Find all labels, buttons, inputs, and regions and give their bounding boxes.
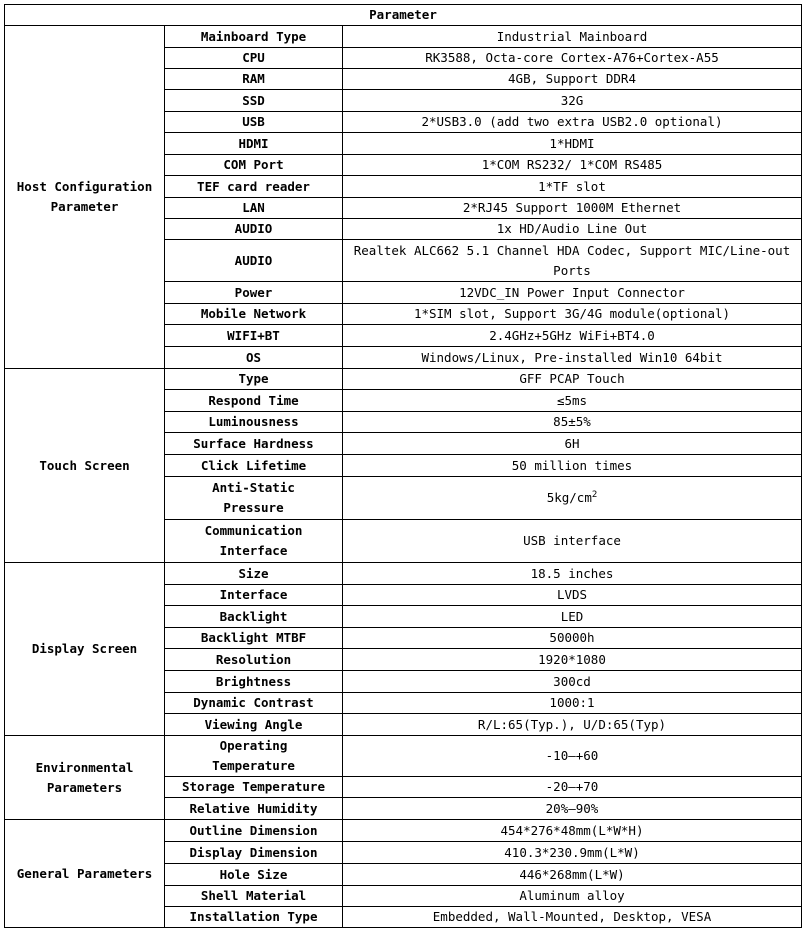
param-value bbox=[343, 520, 802, 563]
section-host-configuration-parameter: Host Configuration Parameter bbox=[5, 26, 165, 369]
param-value bbox=[343, 628, 802, 649]
param-value-text: Windows/Linux, Pre-installed Win10 64bit bbox=[421, 349, 723, 365]
param-label: Operating Temperature bbox=[165, 736, 343, 777]
param-value-text: R/L:65(Typ.), U/D:65(Typ) bbox=[477, 716, 667, 732]
param-value bbox=[343, 69, 802, 90]
param-value-text: Aluminum alloy bbox=[519, 888, 625, 903]
param-value bbox=[343, 282, 802, 304]
param-value-text: 1*SIM slot, Support 3G/4G module(optional) bbox=[413, 306, 731, 321]
param-value bbox=[343, 477, 802, 520]
param-value-text: 1*COM RS232/ 1*COM RS485 bbox=[481, 157, 663, 172]
param-value bbox=[343, 649, 802, 671]
param-value bbox=[343, 412, 802, 433]
param-value-text: 5kg/cm bbox=[546, 490, 592, 505]
param-value-text: Embedded, Wall-Mounted, Desktop, VESA bbox=[432, 909, 712, 924]
param-value-text: GFF PCAP Touch bbox=[519, 371, 625, 386]
param-value bbox=[343, 693, 802, 714]
param-label: Mainboard Type bbox=[165, 26, 343, 48]
table-row bbox=[5, 369, 802, 390]
param-value bbox=[343, 347, 802, 369]
param-label: Display Dimension bbox=[165, 842, 343, 864]
param-label: Anti-Static Pressure bbox=[165, 477, 343, 520]
param-label: Shell Material bbox=[165, 886, 343, 907]
param-label: Backlight bbox=[165, 606, 343, 628]
table-header-row bbox=[5, 5, 802, 26]
param-value-text: 50000h bbox=[549, 630, 595, 645]
param-label: Installation Type bbox=[165, 907, 343, 928]
param-value bbox=[343, 585, 802, 606]
param-value-text: 32G bbox=[560, 92, 584, 108]
param-value-text: 300cd bbox=[553, 673, 591, 689]
param-label: Outline Dimension bbox=[165, 820, 343, 842]
param-label: Brightness bbox=[165, 671, 343, 693]
param-value bbox=[343, 777, 802, 798]
param-label: WIFI+BT bbox=[165, 325, 343, 347]
param-label: Luminousness bbox=[165, 412, 343, 433]
param-value bbox=[343, 219, 802, 240]
param-value bbox=[343, 390, 802, 412]
param-value bbox=[343, 907, 802, 928]
param-value-text: ≤5ms bbox=[556, 392, 588, 408]
param-label: SSD bbox=[165, 90, 343, 112]
param-label: Communication Interface bbox=[165, 520, 343, 563]
param-value bbox=[343, 433, 802, 455]
param-label: Hole Size bbox=[165, 864, 343, 886]
table-row bbox=[5, 736, 802, 777]
param-label: OS bbox=[165, 347, 343, 369]
param-value bbox=[343, 671, 802, 693]
param-value-text: 1920*1080 bbox=[538, 651, 606, 667]
param-label: Surface Hardness bbox=[165, 433, 343, 455]
param-label: Respond Time bbox=[165, 390, 343, 412]
param-value bbox=[343, 886, 802, 907]
param-value-text: 446*268mm(L*W) bbox=[519, 866, 625, 882]
param-value bbox=[343, 90, 802, 112]
param-value-text: 2*USB3.0 (add two extra USB2.0 optional) bbox=[421, 114, 723, 129]
param-value bbox=[343, 304, 802, 325]
param-label: Storage Temperature bbox=[165, 777, 343, 798]
param-value-text: 2*RJ45 Support 1000M Ethernet bbox=[462, 200, 682, 215]
param-value bbox=[343, 240, 802, 282]
param-value-text: LED bbox=[560, 608, 584, 624]
param-value-text: 85±5% bbox=[553, 414, 591, 429]
param-label: RAM bbox=[165, 69, 343, 90]
param-label: Resolution bbox=[165, 649, 343, 671]
param-label: AUDIO bbox=[165, 219, 343, 240]
param-label: Backlight MTBF bbox=[165, 628, 343, 649]
table-row bbox=[5, 563, 802, 585]
param-value bbox=[343, 455, 802, 477]
param-value-text: 454*276*48mm(L*W*H) bbox=[500, 822, 644, 838]
param-label: TEF card reader bbox=[165, 176, 343, 198]
param-label: HDMI bbox=[165, 133, 343, 155]
param-value bbox=[343, 369, 802, 390]
param-value bbox=[343, 325, 802, 347]
superscript: 2 bbox=[591, 489, 598, 500]
param-value bbox=[343, 176, 802, 198]
param-label: USB bbox=[165, 112, 343, 133]
param-label: Power bbox=[165, 282, 343, 304]
param-value-text: 12VDC_IN Power Input Connector bbox=[459, 284, 685, 300]
section-environmental-parameters: Environmental Parameters bbox=[5, 736, 165, 820]
param-value-text: Realtek ALC662 5.1 Channel HDA Codec, Support MIC/Line-out Ports bbox=[353, 242, 791, 278]
param-label: Click Lifetime bbox=[165, 455, 343, 477]
param-value bbox=[343, 155, 802, 176]
param-value-text: -20—+70 bbox=[545, 779, 599, 794]
param-value-text: 20%—90% bbox=[545, 800, 599, 816]
parameter-table bbox=[4, 4, 802, 928]
param-value bbox=[343, 606, 802, 628]
param-value bbox=[343, 198, 802, 219]
param-label: AUDIO bbox=[165, 240, 343, 282]
param-value-text: 410.3*230.9mm(L*W) bbox=[504, 844, 640, 860]
param-label: CPU bbox=[165, 48, 343, 69]
param-value-text: 4GB, Support DDR4 bbox=[508, 71, 636, 86]
param-label: COM Port bbox=[165, 155, 343, 176]
param-value-text: 18.5 inches bbox=[530, 565, 614, 581]
param-value bbox=[343, 112, 802, 133]
param-value-text: USB interface bbox=[523, 533, 621, 548]
param-value bbox=[343, 48, 802, 69]
param-label: Size bbox=[165, 563, 343, 585]
param-value-text: RK3588, Octa-core Cortex-A76+Cortex-A55 bbox=[425, 50, 719, 65]
param-value-text: 1x HD/Audio Line Out bbox=[496, 221, 648, 236]
section-general-parameters: General Parameters bbox=[5, 820, 165, 928]
param-value bbox=[343, 714, 802, 736]
param-label: Relative Humidity bbox=[165, 798, 343, 820]
param-value-text: 1*TF slot bbox=[538, 178, 606, 194]
param-value bbox=[343, 842, 802, 864]
table-row bbox=[5, 820, 802, 842]
param-label: Interface bbox=[165, 585, 343, 606]
param-value-text: Industrial Mainboard bbox=[496, 28, 648, 44]
param-label: Type bbox=[165, 369, 343, 390]
param-value-text: 6H bbox=[564, 435, 580, 451]
param-value bbox=[343, 820, 802, 842]
param-value-text: 50 million times bbox=[511, 457, 633, 473]
param-value bbox=[343, 864, 802, 886]
param-value-text: 1000:1 bbox=[549, 695, 595, 710]
param-label: Dynamic Contrast bbox=[165, 693, 343, 714]
param-value-text: 2.4GHz+5GHz WiFi+BT4.0 bbox=[489, 327, 655, 343]
param-value bbox=[343, 736, 802, 777]
param-value-text: LVDS bbox=[556, 587, 588, 602]
param-label: Viewing Angle bbox=[165, 714, 343, 736]
param-label: Mobile Network bbox=[165, 304, 343, 325]
param-label: LAN bbox=[165, 198, 343, 219]
table-row bbox=[5, 26, 802, 48]
param-value bbox=[343, 798, 802, 820]
param-value-text: 1*HDMI bbox=[549, 135, 595, 151]
section-display-screen: Display Screen bbox=[5, 563, 165, 736]
param-value bbox=[343, 26, 802, 48]
section-touch-screen: Touch Screen bbox=[5, 369, 165, 563]
table-title: Parameter bbox=[5, 5, 802, 26]
param-value-text: -10—+60 bbox=[545, 748, 599, 763]
param-value bbox=[343, 563, 802, 585]
param-value bbox=[343, 133, 802, 155]
